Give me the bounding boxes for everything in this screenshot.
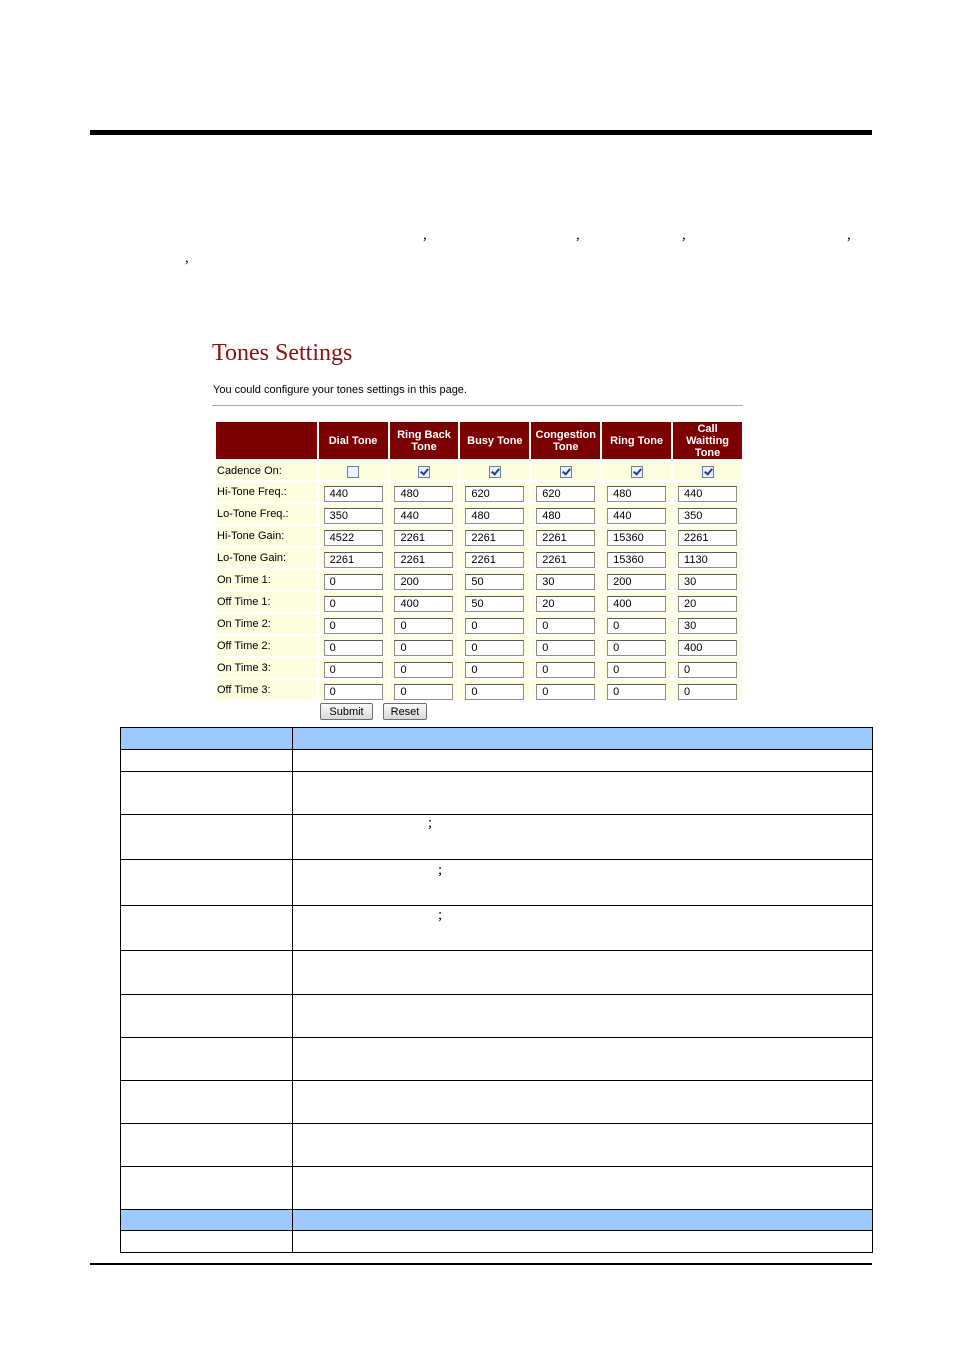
parameter-header-cell xyxy=(293,728,873,750)
tone-row xyxy=(216,504,742,524)
tone-value-input[interactable]: 350 xyxy=(324,508,383,524)
tone-value-input[interactable]: 0 xyxy=(607,618,666,634)
tone-value-input[interactable]: 15360 xyxy=(607,530,666,546)
cadence-checkbox[interactable] xyxy=(418,466,430,478)
tone-row-label: Lo-Tone Freq.: xyxy=(216,504,317,524)
tone-value-cell xyxy=(390,526,459,546)
tone-value-cell xyxy=(602,526,671,546)
parameter-cell xyxy=(121,772,293,815)
parameter-cell xyxy=(121,1124,293,1167)
tone-value-cell xyxy=(390,570,459,590)
tone-value-input[interactable]: 2261 xyxy=(536,552,595,568)
corner-header xyxy=(216,422,317,459)
tone-row-label: On Time 1: xyxy=(216,570,317,590)
cadence-checkbox[interactable] xyxy=(702,466,714,478)
tone-value-input[interactable]: 440 xyxy=(678,486,737,502)
tone-value-input[interactable]: 0 xyxy=(536,640,595,656)
tone-value-cell xyxy=(531,570,600,590)
tone-value-input[interactable]: 400 xyxy=(678,640,737,656)
tone-value-input[interactable]: 2261 xyxy=(536,530,595,546)
column-header-ring-back-tone: Ring Back Tone xyxy=(390,422,459,459)
tone-value-cell xyxy=(390,680,459,700)
tone-value-cell xyxy=(531,592,600,612)
tone-value-input[interactable]: 2261 xyxy=(394,552,453,568)
tone-value-input[interactable]: 0 xyxy=(607,662,666,678)
tone-value-cell xyxy=(460,570,529,590)
parameter-cell xyxy=(293,951,873,995)
parameter-cell xyxy=(293,1038,873,1081)
tones-table xyxy=(214,420,744,702)
parameter-header-cell xyxy=(121,1210,293,1231)
parameter-cell xyxy=(293,750,873,772)
column-header-call-waiting-tone: Call Waitting Tone xyxy=(673,422,742,459)
tone-value-cell xyxy=(531,504,600,524)
tone-value-cell xyxy=(319,548,388,568)
parameter-row xyxy=(121,815,873,860)
tone-value-input[interactable]: 0 xyxy=(465,618,524,634)
comma: , xyxy=(576,227,580,243)
tone-value-cell xyxy=(460,636,529,656)
parameter-cell xyxy=(121,995,293,1038)
tone-value-cell xyxy=(460,482,529,502)
cadence-checkbox[interactable] xyxy=(347,466,359,478)
tone-value-cell xyxy=(319,680,388,700)
tone-value-input[interactable]: 400 xyxy=(394,596,453,612)
tone-value-input[interactable]: 0 xyxy=(536,662,595,678)
tone-row xyxy=(216,592,742,612)
tone-value-input[interactable]: 0 xyxy=(324,640,383,656)
parameter-header-cell xyxy=(293,1210,873,1231)
tone-value-cell xyxy=(390,504,459,524)
tone-value-cell xyxy=(602,680,671,700)
tone-value-input[interactable]: 15360 xyxy=(607,552,666,568)
tone-value-cell xyxy=(460,504,529,524)
parameter-row xyxy=(121,1081,873,1124)
tone-value-input[interactable]: 440 xyxy=(394,508,453,524)
tone-row xyxy=(216,680,742,700)
tone-row-label: On Time 2: xyxy=(216,614,317,634)
parameter-cell xyxy=(121,1081,293,1124)
tone-value-input[interactable]: 200 xyxy=(607,574,666,590)
comma: , xyxy=(185,250,189,266)
tone-value-input[interactable]: 4522 xyxy=(324,530,383,546)
parameter-row xyxy=(121,750,873,772)
tone-value-cell xyxy=(531,614,600,634)
tone-row-label: Off Time 1: xyxy=(216,592,317,612)
tone-row xyxy=(216,636,742,656)
tone-value-cell xyxy=(460,614,529,634)
page-title: Tones Settings xyxy=(212,340,353,366)
tone-value-cell xyxy=(390,548,459,568)
parameter-cell xyxy=(121,815,293,860)
tone-value-cell xyxy=(460,526,529,546)
tone-value-input[interactable]: 50 xyxy=(465,574,524,590)
tone-value-cell xyxy=(319,504,388,524)
tone-value-cell xyxy=(673,526,742,546)
column-header-dial-tone: Dial Tone xyxy=(319,422,388,459)
parameter-row xyxy=(121,772,873,815)
tone-value-cell xyxy=(390,614,459,634)
tone-row-label: Lo-Tone Gain: xyxy=(216,548,317,568)
tone-value-cell xyxy=(531,526,600,546)
tone-value-cell xyxy=(390,592,459,612)
tone-value-cell xyxy=(602,570,671,590)
parameter-cell xyxy=(293,772,873,815)
column-header-busy-tone: Busy Tone xyxy=(460,422,529,459)
tone-value-input[interactable]: 480 xyxy=(607,486,666,502)
cadence-checkbox[interactable] xyxy=(489,466,501,478)
tone-value-input[interactable]: 2261 xyxy=(465,552,524,568)
tones-header-row xyxy=(216,422,742,459)
tone-value-input[interactable]: 0 xyxy=(536,684,595,700)
tone-value-cell xyxy=(390,636,459,656)
tone-value-cell xyxy=(531,548,600,568)
tone-value-cell xyxy=(673,504,742,524)
parameter-row xyxy=(121,860,873,906)
cadence-checkbox[interactable] xyxy=(631,466,643,478)
tone-value-input[interactable]: 30 xyxy=(678,574,737,590)
cadence-checkbox[interactable] xyxy=(560,466,572,478)
parameter-row xyxy=(121,1124,873,1167)
tone-value-input[interactable]: 440 xyxy=(324,486,383,502)
parameter-cell xyxy=(121,1231,293,1253)
semicolon: ; xyxy=(438,862,443,878)
tone-value-input[interactable]: 2261 xyxy=(394,530,453,546)
parameter-cell xyxy=(121,1167,293,1210)
tone-value-cell xyxy=(319,592,388,612)
cadence-cell xyxy=(531,461,600,480)
tone-value-input[interactable]: 0 xyxy=(607,684,666,700)
tone-value-cell xyxy=(673,636,742,656)
parameter-row xyxy=(121,1038,873,1081)
tone-value-cell xyxy=(390,658,459,678)
tone-row xyxy=(216,482,742,502)
parameter-cell xyxy=(293,1124,873,1167)
parameter-cell xyxy=(293,1167,873,1210)
tone-value-input[interactable]: 620 xyxy=(536,486,595,502)
semicolon: ; xyxy=(428,815,433,831)
tone-value-input[interactable]: 0 xyxy=(324,596,383,612)
tone-value-input[interactable]: 30 xyxy=(536,574,595,590)
tone-value-input[interactable]: 0 xyxy=(678,684,737,700)
parameter-header-row xyxy=(121,728,873,750)
semicolon: ; xyxy=(438,907,443,923)
submit-button[interactable]: Submit xyxy=(320,703,373,720)
tone-value-cell xyxy=(602,658,671,678)
parameter-header-cell xyxy=(121,728,293,750)
tone-row-label: Off Time 2: xyxy=(216,636,317,656)
tone-row-label: Off Time 3: xyxy=(216,680,317,700)
parameter-table xyxy=(120,727,873,1253)
tone-value-cell xyxy=(319,526,388,546)
tone-value-input[interactable]: 0 xyxy=(678,662,737,678)
parameter-cell xyxy=(293,1081,873,1124)
parameter-cell xyxy=(121,951,293,995)
tone-row xyxy=(216,548,742,568)
parameter-row xyxy=(121,906,873,951)
tone-value-cell xyxy=(319,570,388,590)
column-header-ring-tone: Ring Tone xyxy=(602,422,671,459)
tone-row xyxy=(216,570,742,590)
comma: , xyxy=(847,227,851,243)
tone-value-cell xyxy=(673,680,742,700)
parameter-cell xyxy=(121,1038,293,1081)
tone-value-input[interactable]: 0 xyxy=(607,640,666,656)
tone-value-cell xyxy=(531,680,600,700)
tone-value-cell xyxy=(673,570,742,590)
tone-value-input[interactable]: 480 xyxy=(465,508,524,524)
tone-value-cell xyxy=(602,614,671,634)
parameter-row xyxy=(121,951,873,995)
tone-value-input[interactable]: 0 xyxy=(324,662,383,678)
parameter-row xyxy=(121,1167,873,1210)
tone-value-input[interactable]: 0 xyxy=(324,618,383,634)
page-description: You could configure your tones settings in this page. xyxy=(213,384,467,396)
cadence-cell xyxy=(460,461,529,480)
tone-value-cell xyxy=(602,636,671,656)
tone-row xyxy=(216,526,742,546)
tone-value-input[interactable]: 400 xyxy=(607,596,666,612)
bottom-rule xyxy=(90,1263,872,1265)
tone-value-input[interactable]: 0 xyxy=(324,574,383,590)
cadence-cell xyxy=(673,461,742,480)
tone-row xyxy=(216,658,742,678)
tone-value-cell xyxy=(673,658,742,678)
tone-value-cell xyxy=(602,548,671,568)
tone-value-cell xyxy=(673,548,742,568)
parameter-cell xyxy=(293,1231,873,1253)
tone-value-input[interactable]: 0 xyxy=(394,618,453,634)
tone-value-input[interactable]: 2261 xyxy=(324,552,383,568)
parameter-cell xyxy=(293,906,873,951)
cadence-cell xyxy=(319,461,388,480)
tone-value-input[interactable]: 0 xyxy=(324,684,383,700)
cadence-cell xyxy=(602,461,671,480)
tone-value-input[interactable]: 2261 xyxy=(678,530,737,546)
title-divider xyxy=(212,405,743,406)
tone-value-cell xyxy=(319,482,388,502)
parameter-cell xyxy=(293,860,873,906)
tone-value-input[interactable]: 350 xyxy=(678,508,737,524)
tone-value-input[interactable]: 0 xyxy=(465,662,524,678)
tone-value-cell xyxy=(602,482,671,502)
tone-value-cell xyxy=(602,592,671,612)
tone-value-cell xyxy=(460,680,529,700)
tone-value-input[interactable]: 480 xyxy=(394,486,453,502)
parameter-cell xyxy=(293,995,873,1038)
tone-value-cell xyxy=(460,658,529,678)
tone-value-input[interactable]: 480 xyxy=(536,508,595,524)
tone-value-cell xyxy=(531,658,600,678)
tone-value-cell xyxy=(460,548,529,568)
tone-row-label: Hi-Tone Gain: xyxy=(216,526,317,546)
parameter-header-row xyxy=(121,1210,873,1231)
tone-value-cell xyxy=(673,614,742,634)
top-rule xyxy=(90,130,872,135)
tone-value-cell xyxy=(319,658,388,678)
tone-value-input[interactable]: 440 xyxy=(607,508,666,524)
tone-row xyxy=(216,614,742,634)
reset-button[interactable]: Reset xyxy=(383,703,427,720)
tone-value-input[interactable]: 2261 xyxy=(465,530,524,546)
tone-value-cell xyxy=(531,636,600,656)
tone-value-input[interactable]: 20 xyxy=(536,596,595,612)
tone-value-input[interactable]: 0 xyxy=(394,684,453,700)
tone-value-cell xyxy=(602,504,671,524)
parameter-cell xyxy=(121,750,293,772)
parameter-cell xyxy=(121,906,293,951)
tone-value-input[interactable]: 0 xyxy=(465,640,524,656)
tone-value-input[interactable]: 200 xyxy=(394,574,453,590)
tone-row-label: Hi-Tone Freq.: xyxy=(216,482,317,502)
tone-value-cell xyxy=(319,636,388,656)
cadence-label: Cadence On: xyxy=(216,461,317,480)
tone-value-cell xyxy=(673,482,742,502)
parameter-row xyxy=(121,995,873,1038)
parameter-cell xyxy=(121,860,293,906)
tone-value-input[interactable]: 620 xyxy=(465,486,524,502)
tone-row-label: On Time 3: xyxy=(216,658,317,678)
tone-value-input[interactable]: 0 xyxy=(394,640,453,656)
tone-value-input[interactable]: 0 xyxy=(394,662,453,678)
column-header-congestion-tone: Congestion Tone xyxy=(531,422,600,459)
tone-value-input[interactable]: 1130 xyxy=(678,552,737,568)
tone-value-input[interactable]: 0 xyxy=(465,684,524,700)
tone-value-cell xyxy=(460,592,529,612)
tone-value-input[interactable]: 50 xyxy=(465,596,524,612)
cadence-row xyxy=(216,461,742,480)
cadence-cell xyxy=(390,461,459,480)
tone-value-cell xyxy=(673,592,742,612)
tone-value-input[interactable]: 20 xyxy=(678,596,737,612)
tone-value-input[interactable]: 0 xyxy=(536,618,595,634)
tone-value-input[interactable]: 30 xyxy=(678,618,737,634)
tone-value-cell xyxy=(390,482,459,502)
comma: , xyxy=(423,227,427,243)
tone-value-cell xyxy=(319,614,388,634)
tone-value-cell xyxy=(531,482,600,502)
comma: , xyxy=(682,227,686,243)
parameter-cell xyxy=(293,815,873,860)
parameter-row xyxy=(121,1231,873,1253)
